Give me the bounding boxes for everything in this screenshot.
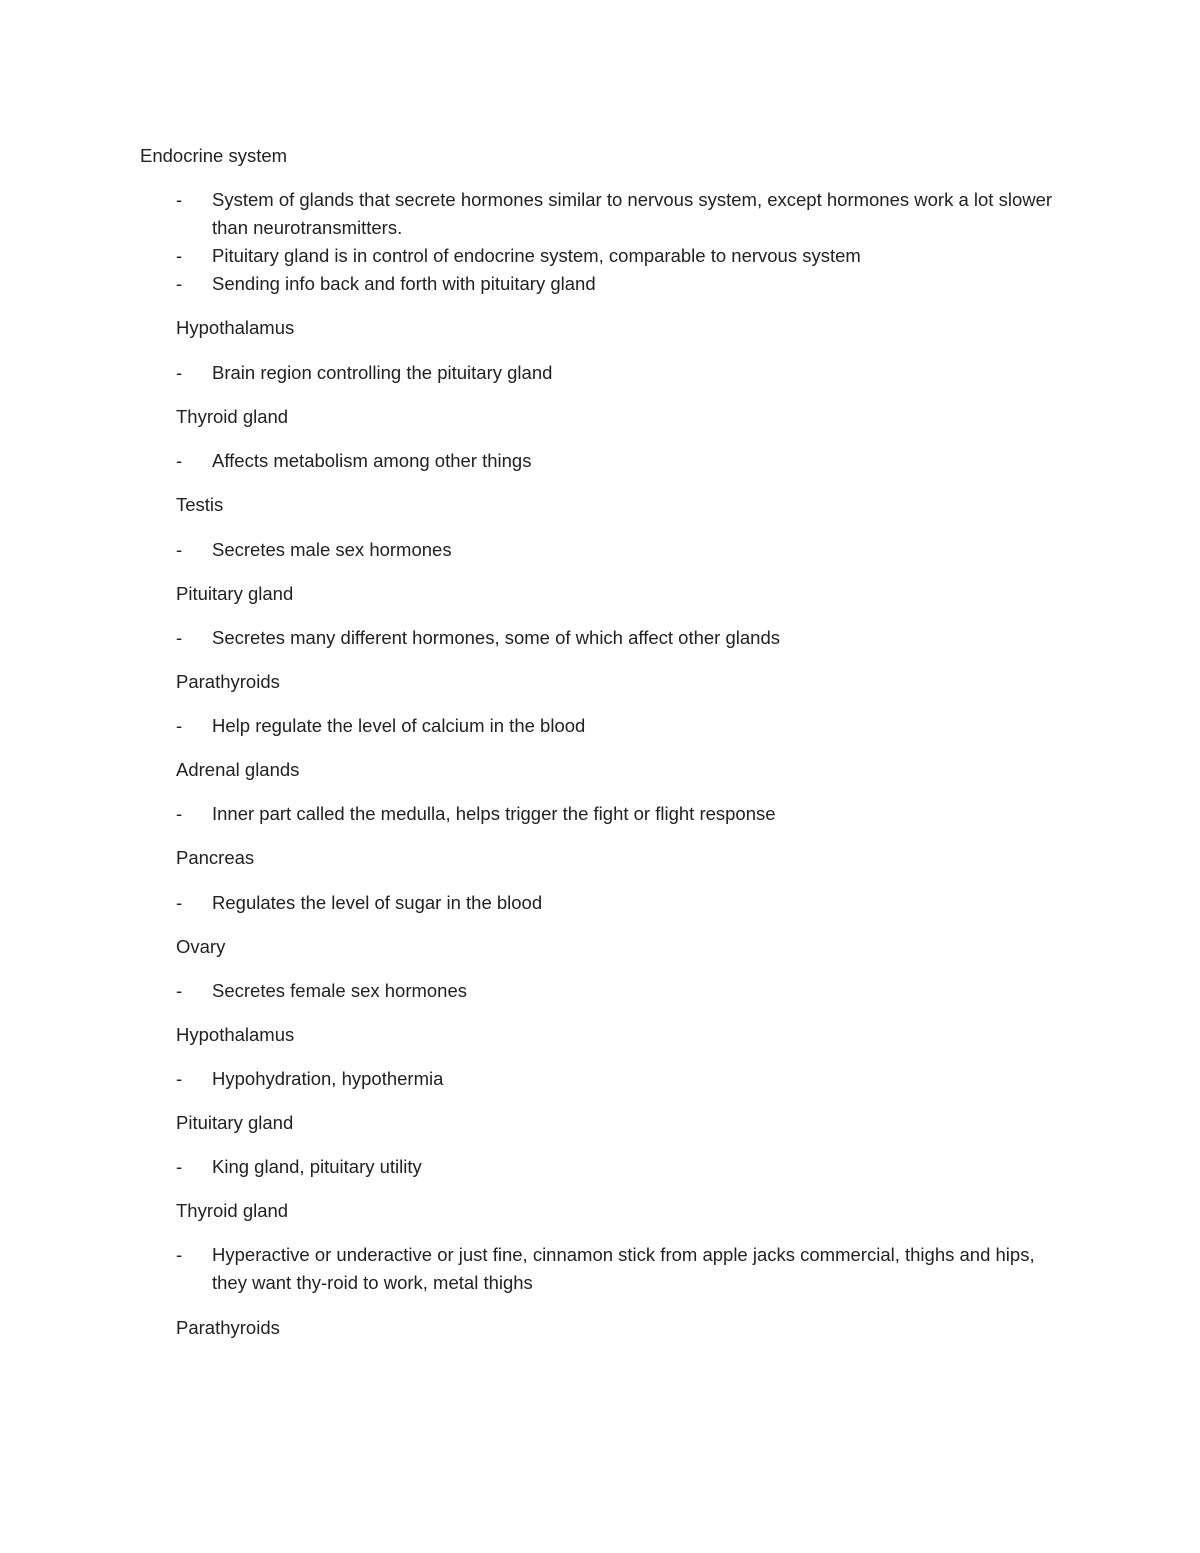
bullet-dash: - (176, 892, 183, 913)
bullet-text: Secretes female sex hormones (212, 980, 468, 1001)
bullet-text: System of glands that secrete hormones similar to nervous system, except hormones work a lot slower than neurotransmitters. (212, 189, 1053, 238)
list-item (176, 536, 1056, 564)
bullet-dash: - (176, 273, 183, 294)
list-item (176, 1065, 1056, 1093)
section-heading: Pituitary gland (176, 1112, 294, 1133)
bullet-text: Hypohydration, hypothermia (212, 1068, 444, 1089)
section-heading: Pituitary gland (176, 583, 294, 604)
bullet-text: Pituitary gland is in control of endocrine system, comparable to nervous system (212, 245, 861, 266)
list-item (176, 270, 1056, 298)
bullet-dash: - (176, 1244, 183, 1265)
bullet-text: Help regulate the level of calcium in the blood (212, 715, 586, 736)
bullet-dash: - (176, 980, 183, 1001)
bullet-dash: - (176, 1068, 183, 1089)
page-title: Endocrine system (140, 145, 288, 166)
bullet-text: Inner part called the medulla, helps trigger the fight or flight response (212, 803, 776, 824)
list-item (176, 712, 1056, 740)
section-heading: Hypothalamus (176, 1024, 295, 1045)
list-item (176, 1241, 1056, 1297)
bullet-text: Hyperactive or underactive or just fine, cinnamon stick from apple jacks commercial, thighs and hips, they want thy-roid to work, metal thighs (212, 1244, 1035, 1293)
list-item (176, 186, 1056, 242)
list-item (176, 977, 1056, 1005)
bullet-dash: - (176, 803, 183, 824)
section-heading: Adrenal glands (176, 759, 300, 780)
bullet-dash: - (176, 189, 183, 210)
section-heading: Thyroid gland (176, 1200, 289, 1221)
bullet-dash: - (176, 715, 183, 736)
list-item (176, 359, 1056, 387)
bullet-text: Regulates the level of sugar in the blood (212, 892, 543, 913)
bullet-text: Brain region controlling the pituitary gland (212, 362, 553, 383)
bullet-dash: - (176, 1156, 183, 1177)
bullet-dash: - (176, 450, 183, 471)
bullet-dash: - (176, 539, 183, 560)
bullet-dash: - (176, 362, 183, 383)
section-heading: Thyroid gland (176, 406, 289, 427)
section-heading: Hypothalamus (176, 317, 295, 338)
list-item (176, 800, 1056, 828)
bullet-text: King gland, pituitary utility (212, 1156, 422, 1177)
bullet-dash: - (176, 627, 183, 648)
list-item (176, 242, 1056, 270)
list-item (176, 1153, 1056, 1181)
list-item (176, 624, 1056, 652)
section-heading: Ovary (176, 936, 226, 957)
list-item (176, 447, 1056, 475)
list-item (176, 889, 1056, 917)
section-heading: Testis (176, 494, 224, 515)
bullet-dash: - (176, 245, 183, 266)
section-heading: Pancreas (176, 847, 255, 868)
bullet-text: Affects metabolism among other things (212, 450, 532, 471)
section-heading: Parathyroids (176, 1317, 280, 1338)
section-heading: Parathyroids (176, 671, 280, 692)
bullet-text: Secretes many different hormones, some of which affect other glands (212, 627, 780, 648)
bullet-text: Secretes male sex hormones (212, 539, 452, 560)
bullet-text: Sending info back and forth with pituitary gland (212, 273, 596, 294)
